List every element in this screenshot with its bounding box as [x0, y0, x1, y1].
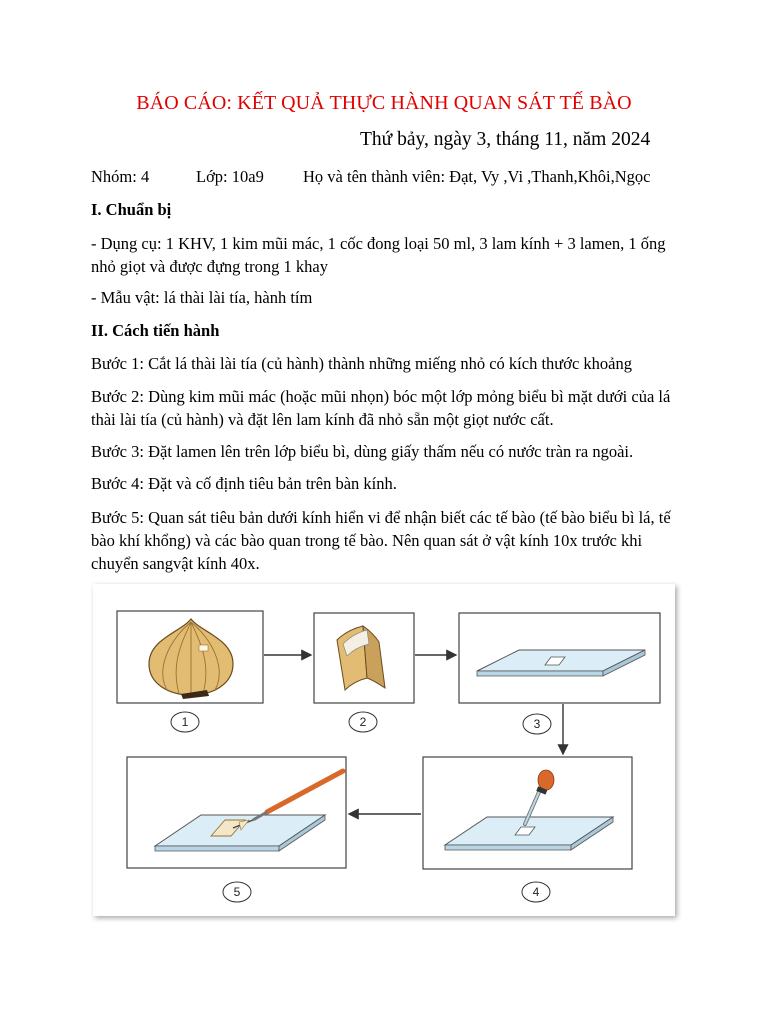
step-label-1: 1	[181, 715, 189, 729]
procedure-diagram	[93, 584, 675, 916]
step2-panel	[314, 613, 414, 703]
procedure-figure	[93, 584, 675, 916]
step3-panel	[459, 613, 660, 703]
step1-paragraph: Bước 1: Cắt lá thài lài tía (củ hành) thành những miếng nhỏ có kích thước khoảng	[91, 354, 632, 373]
section2-heading: II. Cách tiến hành	[91, 321, 220, 340]
step5-panel	[127, 757, 346, 868]
info-row	[91, 165, 691, 188]
step2-paragraph: Bước 2: Dùng kim mũi mác (hoặc mũi nhọn) bóc một lớp mỏng biểu bì mặt dưới của lá thài lài tía (củ hành) và đặt lên lam kính đã nhỏ sẵn một giọt nước cất.	[91, 387, 671, 429]
step4-panel	[423, 757, 632, 869]
step3-paragraph: Bước 3: Đặt lamen lên trên lớp biểu bì, dùng giấy thấm nếu có nước tràn ra ngoài.	[91, 442, 634, 461]
step4-paragraph: Bước 4: Đặt và cố định tiêu bản trên bàn kính.	[91, 474, 397, 493]
step-label-2: 2	[359, 715, 367, 729]
step5-paragraph: Bước 5: Quan sát tiêu bản dưới kính hiển vi để nhận biết các tế bào (tế bào biểu bì lá, tế bào khí khổng) và các bào quan trong tế bào. Nên quan sát ở vật kính 10x trước khi chuyển sangvật kính 40x.	[91, 508, 671, 573]
report-title: BÁO CÁO: KẾT QUẢ THỰC HÀNH QUAN SÁT TẾ BÀO	[136, 92, 632, 114]
step-label-3: 3	[533, 717, 541, 731]
step-label-5: 5	[233, 885, 241, 899]
section1-heading: I. Chuẩn bị	[91, 200, 172, 219]
step-label-4: 4	[532, 885, 540, 899]
members-label: Họ và tên thành viên: Đạt, Vy ,Vi ,Thanh,Khôi,Ngọc	[303, 167, 651, 186]
tools-paragraph: - Dụng cụ: 1 KHV, 1 kim mũi mác, 1 cốc đong loại 50 ml, 3 lam kính + 3 lamen, 1 ống nhỏ giọt và được đựng trong 1 khay	[91, 234, 666, 276]
samples-paragraph: - Mẫu vật: lá thài lài tía, hành tím	[91, 288, 313, 307]
class-label: Lớp: 10a9	[196, 167, 264, 186]
step1-panel	[117, 611, 263, 703]
report-date: Thứ bảy, ngày 3, tháng 11, năm 2024	[360, 129, 651, 150]
group-label: Nhóm: 4	[91, 167, 150, 186]
